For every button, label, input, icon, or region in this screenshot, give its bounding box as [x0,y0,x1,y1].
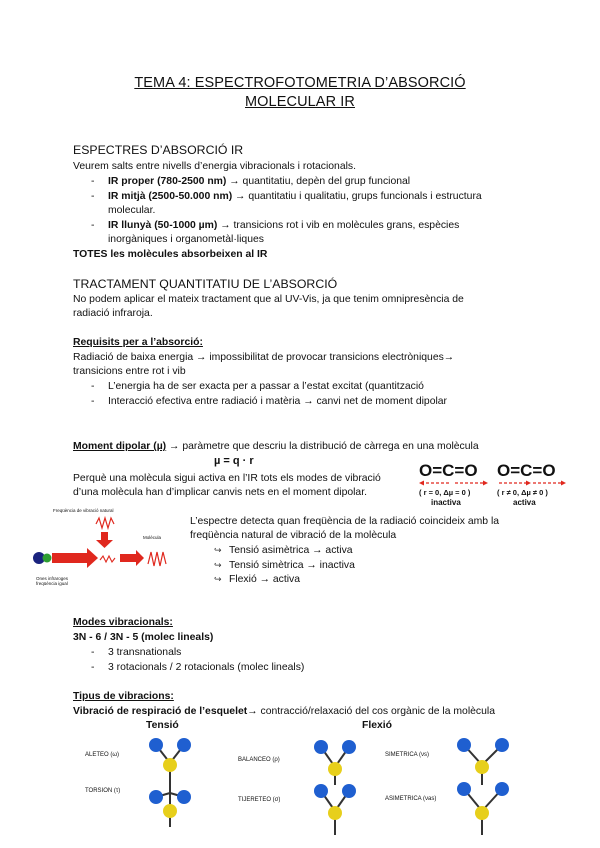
fig-top-label: Freqüència de vibració natural [53,508,114,513]
s1-intro: Veurem salts entre nivells d’energia vibracionals i rotacionals. [73,161,356,172]
modes-formula: 3N - 6 / 3N - 5 (molec lineals) [73,632,214,643]
co2-inactive-formula: O=C=O [419,461,478,480]
spectrum-item-sym: ↪ Tensió simètrica → inactiva [229,559,355,572]
modes-heading: Modes vibracionals: [73,617,173,628]
co2-inactive-state: inactiva [431,498,461,507]
s2-text2: radiació infraroja. [73,308,153,319]
s2-text1: No podem aplicar el mateix tractament que al UV-Vis, ja que tenim omnipresència de [73,294,464,305]
co2-active-state: activa [513,498,536,507]
label-tijereteo: TIJERETEO (σ) [238,797,281,803]
label-asimetrica: ASIMETRICA (νas) [385,796,437,802]
types-col-stretch: Tensió [146,720,179,731]
section-heading-quantitative: TRACTAMENT QUANTITATIU DE L’ABSORCIÓ [73,277,338,291]
resonance-drawing [30,514,190,584]
molecule-aleteo-torsion [140,735,200,835]
co2-active-cond: ( r ≠ 0, Δµ ≠ 0 ) [497,488,548,497]
spectrum-text2: freqüència natural de vibració de la molècula [190,530,397,541]
co2-active [497,461,567,507]
page-title-line1: TEMA 4: ESPECTROFOTOMETRIA D’ABSORCIÓ [134,75,466,91]
types-heading: Tipus de vibracions: [73,691,174,702]
resonance-figure [30,508,190,598]
modes-item-1: - 3 transnationals [91,647,182,658]
spectrum-item-bend: ↪ Flexió → activa [229,573,300,586]
fig-mid-label: Molècula [143,535,162,540]
page-title-line2: MOLECULAR IR [245,94,355,110]
molecule-balanceo-tijereteo [305,735,365,845]
modes-item-2: - 3 rotacionals / 2 rotacionals (molec lineals) [91,662,305,673]
co2-inactive-cond: ( r = 0, Δµ = 0 ) [419,488,471,497]
spectrum-text1: L’espectre detecta quan freqüència de la radiació coincideix amb la [190,516,500,527]
co2-active-arrows [497,479,567,487]
s1-item-mid: - IR mitjà (2500-50.000 nm) → quantitatiu i qualitatiu, grups funcionals i estructura [91,191,482,202]
co2-inactive [419,461,489,507]
s1-item-far-cont: inorgàniques i organometàl·liques [108,234,264,245]
molecule-simetrica-asimetrica [450,733,520,843]
fig-bottom-label: Ones infraroges freqüència igual [36,576,69,586]
label-simetrica: SIMETRICA (νs) [385,752,430,758]
co2-inactive-arrows [419,479,489,487]
dipole-definition: Moment dipolar (µ) → paràmetre que descriu la distribució de càrrega en una molècula [73,441,479,452]
co2-active-formula: O=C=O [497,461,556,480]
req-item-1: - L’energia ha de ser exacta per a passar a l’estat excitat (quantització [91,381,424,392]
s1-item-near: - IR proper (780-2500 nm) → quantitatiu, depèn del grup funcional [91,176,411,187]
dipole-formula: µ = q · r [214,455,254,467]
s1-item-mid-cont: molecular. [108,205,156,216]
req-item-2: - Interacció efectiva entre radiació i matèria → canvi net de moment dipolar [91,396,448,407]
section-heading-ir-spectra: ESPECTRES D’ABSORCIÓ IR [73,143,244,157]
spectrum-item-asym: ↪ Tensió asimètrica → activa [229,544,353,557]
req-text1: Radiació de baixa energia → impossibilitat de provocar transicions electròniques→ [73,352,455,363]
label-aleteo: ALETEO (ω) [85,752,120,758]
req-text2: transicions entre rot i vib [73,366,186,377]
dipole-text1: Perquè una molècula sigui activa en l’IR tots els modes de vibració [73,473,381,484]
req-heading: Requisits per a l’absorció: [73,337,203,348]
label-torsion: TORSION (τ) [85,788,121,794]
types-breathing: Vibració de respiració de l’esquelet→ contracció/relaxació del cos orgànic de la molècula [73,706,495,717]
label-balanceo: BALANCEO (ρ) [238,757,280,763]
s1-note: TOTES les molècules absorbeixen al IR [73,249,268,260]
s1-item-far: - IR llunyà (50-1000 µm) → transicions rot i vib en molècules grans, espècies [91,220,460,231]
types-col-bend: Flexió [362,720,393,731]
dipole-text2: d’una molècula han d’implicar canvis nets en el moment dipolar. [73,487,367,498]
